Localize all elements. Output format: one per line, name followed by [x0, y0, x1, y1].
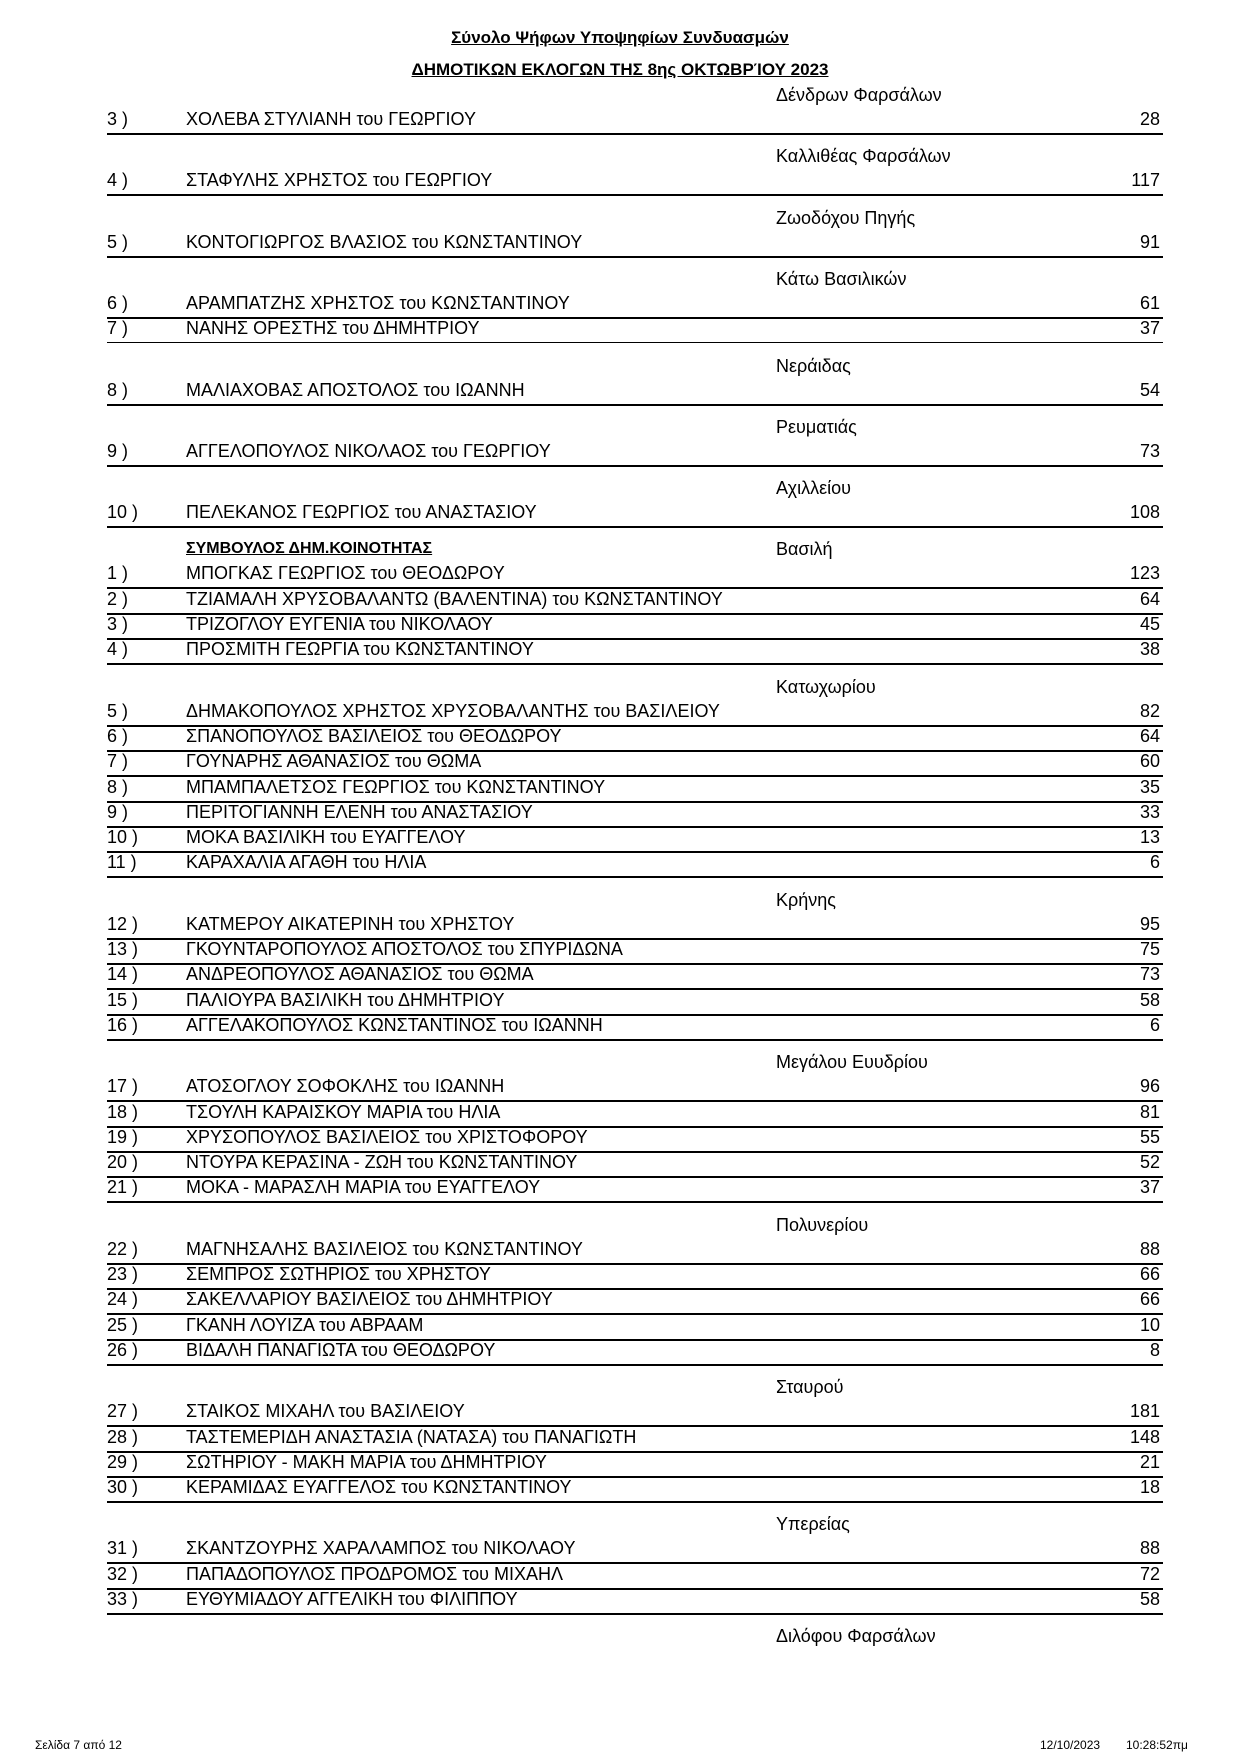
- candidate-row: [107, 108, 1163, 135]
- candidate-name: ΕΥΘΥΜΙΑΔΟΥ ΑΓΓΕΛΙΚΗ του ΦΙΛΙΠΠΟΥ: [186, 1589, 518, 1609]
- candidate-row: [107, 588, 1163, 615]
- candidate-number: 22 ): [107, 1238, 139, 1259]
- candidate-row: [107, 1288, 1163, 1315]
- candidate-votes: 64: [1139, 725, 1160, 746]
- section-heading: ΣΥΜΒΟΥΛΟΣ ΔΗΜ.ΚΟΙΝΟΤΗΤΑΣ: [186, 540, 433, 558]
- candidate-votes: 108: [1129, 502, 1160, 523]
- community-label: Νεράιδας: [776, 355, 851, 376]
- candidate-name: ΜΟΚΑ ΒΑΣΙΛΙΚΗ του ΕΥΑΓΓΕΛΟΥ: [186, 827, 466, 848]
- candidate-votes: 21: [1139, 1451, 1160, 1472]
- candidate-number: 2 ): [107, 588, 129, 609]
- candidate-number: 8 ): [107, 776, 129, 797]
- candidate-row: [107, 938, 1163, 965]
- community-label: Κρήνης: [776, 889, 836, 910]
- candidate-name: ΜΠΟΓΚΑΣ ΓΕΩΡΓΙΟΣ του ΘΕΟΔΩΡΟΥ: [186, 563, 505, 584]
- candidate-row: [107, 826, 1163, 853]
- candidate-row: [107, 1314, 1163, 1341]
- candidate-number: 9 ): [107, 440, 129, 461]
- candidate-votes: 45: [1139, 614, 1160, 634]
- community-label: Υπερείας: [776, 1514, 850, 1535]
- candidate-votes: 37: [1139, 1177, 1160, 1198]
- candidate-name: ΜΠΑΜΠΑΛΕΤΣΟΣ ΓΕΩΡΓΙΟΣ του ΚΩΝΣΤΑΝΤΙΝΟΥ: [186, 776, 606, 797]
- candidate-name: ΑΓΓΕΛΑΚΟΠΟΥΛΟΣ ΚΩΝΣΤΑΝΤΙΝΟΣ του ΙΩΑΝΝΗ: [186, 1014, 603, 1035]
- candidate-number: 27 ): [107, 1401, 139, 1422]
- community-label: Κατωχωρίου: [776, 676, 876, 697]
- candidate-name: ΜΑΛΙΑΧΟΒΑΣ ΑΠΟΣΤΟΛΟΣ του ΙΩΑΝΝΗ: [186, 379, 525, 400]
- candidate-name: ΣΑΚΕΛΛΑΡΙΟΥ ΒΑΣΙΛΕΙΟΣ του ΔΗΜΗΤΡΙΟΥ: [186, 1289, 553, 1310]
- candidate-row: [107, 1014, 1163, 1041]
- candidate-row: [107, 613, 1163, 640]
- candidate-name: ΣΠΑΝΟΠΟΥΛΟΣ ΒΑΣΙΛΕΙΟΣ του ΘΕΟΔΩΡΟΥ: [186, 725, 562, 746]
- candidate-number: 7 ): [107, 318, 129, 339]
- candidate-votes: 6: [1149, 1014, 1160, 1035]
- candidate-number: 17 ): [107, 1076, 139, 1097]
- candidate-votes: 6: [1149, 852, 1160, 873]
- candidate-row: [107, 1263, 1163, 1290]
- candidate-name: ΑΝΔΡΕΟΠΟΥΛΟΣ ΑΘΑΝΑΣΙΟΣ του ΘΩΜΑ: [186, 964, 534, 985]
- candidate-name: ΠΡΟΣΜΙΤΗ ΓΕΩΡΓΙΑ του ΚΩΝΣΤΑΝΤΙΝΟΥ: [186, 639, 534, 660]
- candidate-number: 30 ): [107, 1477, 139, 1498]
- print-date: 12/10/2023: [1040, 1738, 1101, 1752]
- candidate-number: 4 ): [107, 170, 129, 191]
- candidate-votes: 66: [1139, 1264, 1160, 1284]
- candidate-number: 15 ): [107, 989, 139, 1010]
- candidate-row: [107, 317, 1163, 343]
- candidate-row: [107, 801, 1163, 828]
- candidate-votes: 95: [1139, 913, 1160, 934]
- candidate-row: [107, 1426, 1163, 1453]
- candidate-name: ΔΗΜΑΚΟΠΟΥΛΟΣ ΧΡΗΣΤΟΣ ΧΡΥΣΟΒΑΛΑΝΤΗΣ του ΒΑΣΙΛΕΙΟΥ: [186, 700, 720, 721]
- candidate-row: [107, 1075, 1163, 1102]
- candidate-name: ΚΑΡΑΧΑΛΙΑ ΑΓΑΘΗ του ΗΛΙΑ: [186, 852, 427, 873]
- community-label: Βασιλή: [776, 539, 833, 560]
- candidate-name: ΓΚΑΝΗ ΛΟΥΙΖΑ του ΑΒΡΑΑΜ: [186, 1314, 424, 1335]
- candidate-row: [107, 169, 1163, 196]
- candidate-row: [107, 1588, 1163, 1615]
- community-label: Σταυρού: [776, 1377, 844, 1398]
- candidate-row: [107, 1451, 1163, 1478]
- candidate-votes: 38: [1139, 639, 1160, 660]
- candidate-votes: 55: [1139, 1126, 1160, 1147]
- candidate-number: 33 ): [107, 1589, 139, 1609]
- candidate-row: [107, 851, 1163, 878]
- candidate-row: [107, 1176, 1163, 1203]
- candidate-votes: 52: [1139, 1152, 1160, 1173]
- candidate-row: [107, 1339, 1163, 1366]
- candidate-name: ΝΑΝΗΣ ΟΡΕΣΤΗΣ του ΔΗΜΗΤΡΙΟΥ: [186, 318, 480, 339]
- candidate-votes: 35: [1139, 776, 1160, 797]
- candidate-name: ΠΕΛΕΚΑΝΟΣ ΓΕΩΡΓΙΟΣ του ΑΝΑΣΤΑΣΙΟΥ: [186, 502, 537, 523]
- candidate-name: ΚΕΡΑΜΙΔΑΣ ΕΥΑΓΓΕΛΟΣ του ΚΩΝΣΤΑΝΤΙΝΟΥ: [186, 1477, 572, 1498]
- candidate-row: [107, 1476, 1163, 1503]
- candidate-votes: 73: [1139, 964, 1160, 985]
- candidate-votes: 58: [1139, 989, 1160, 1010]
- candidate-name: ΣΩΤΗΡΙΟΥ - ΜΑΚΗ ΜΑΡΙΑ του ΔΗΜΗΤΡΙΟΥ: [186, 1451, 547, 1472]
- community-label: Ρευματιάς: [776, 416, 857, 437]
- candidate-votes: 73: [1139, 440, 1160, 461]
- candidate-row: [107, 913, 1163, 940]
- community-label: Κάτω Βασιλικών: [776, 268, 907, 289]
- candidate-number: 32 ): [107, 1563, 139, 1584]
- candidate-number: 10 ): [107, 502, 139, 523]
- candidate-votes: 13: [1139, 827, 1160, 848]
- candidate-votes: 37: [1139, 318, 1160, 339]
- candidate-name: ΣΕΜΠΡΟΣ ΣΩΤΗΡΙΟΣ του ΧΡΗΣΤΟΥ: [186, 1264, 491, 1284]
- candidate-name: ΚΟΝΤΟΓΙΩΡΓΟΣ ΒΛΑΣΙΟΣ του ΚΩΝΣΤΑΝΤΙΝΟΥ: [186, 231, 583, 252]
- candidate-votes: 88: [1139, 1538, 1160, 1559]
- candidate-name: ΠΑΛΙΟΥΡΑ ΒΑΣΙΛΙΚΗ του ΔΗΜΗΤΡΙΟΥ: [186, 989, 505, 1010]
- candidate-name: ΠΑΠΑΔΟΠΟΥΛΟΣ ΠΡΟΔΡΟΜΟΣ του ΜΙΧΑΗΛ: [186, 1563, 564, 1584]
- candidate-row: [107, 700, 1163, 727]
- candidate-name: ΤΑΣΤΕΜΕΡΙΔΗ ΑΝΑΣΤΑΣΙΑ (ΝΑΤΑΣΑ) του ΠΑΝΑΓΙΩΤΗ: [186, 1426, 637, 1447]
- candidate-row: [107, 750, 1163, 777]
- candidate-number: 13 ): [107, 939, 139, 959]
- candidate-votes: 181: [1129, 1401, 1160, 1422]
- candidate-number: 5 ): [107, 231, 129, 252]
- candidate-name: ΣΤΑΙΚΟΣ ΜΙΧΑΗΛ του ΒΑΣΙΛΕΙΟΥ: [186, 1401, 465, 1422]
- candidate-row: [107, 379, 1163, 406]
- candidate-name: ΤΣΟΥΛΗ ΚΑΡΑΙΣΚΟΥ ΜΑΡΙΑ του ΗΛΙΑ: [186, 1101, 501, 1122]
- candidate-number: 20 ): [107, 1152, 139, 1173]
- candidate-votes: 75: [1139, 939, 1160, 959]
- candidate-number: 7 ): [107, 751, 129, 772]
- candidate-number: 18 ): [107, 1101, 139, 1122]
- candidate-row: [107, 292, 1163, 319]
- candidate-row: [107, 1400, 1163, 1427]
- candidate-number: 1 ): [107, 563, 129, 584]
- candidate-votes: 28: [1139, 109, 1160, 129]
- candidate-votes: 91: [1139, 231, 1160, 252]
- candidate-number: 6 ): [107, 725, 129, 746]
- candidate-votes: 66: [1139, 1289, 1160, 1310]
- candidate-number: 3 ): [107, 109, 129, 129]
- candidate-votes: 33: [1139, 801, 1160, 822]
- candidate-votes: 117: [1131, 170, 1160, 191]
- candidate-row: [107, 1537, 1163, 1564]
- candidate-number: 6 ): [107, 292, 129, 313]
- candidate-votes: 8: [1149, 1339, 1160, 1360]
- candidate-row: [107, 989, 1163, 1016]
- document-title: Σύνολο Ψήφων Υποψηφίων Συνδυασμών: [451, 28, 789, 47]
- candidate-name: ΤΖΙΑΜΑΛΗ ΧΡΥΣΟΒΑΛΑΝΤΩ (ΒΑΛΕΝΤΙΝΑ) του ΚΩΝΣΤΑΝΤΙΝΟΥ: [186, 588, 723, 609]
- candidate-name: ΑΡΑΜΠΑΤΖΗΣ ΧΡΗΣΤΟΣ του ΚΩΝΣΤΑΝΤΙΝΟΥ: [186, 292, 570, 313]
- candidate-votes: 60: [1139, 751, 1160, 772]
- candidate-name: ΣΤΑΦΥΛΗΣ ΧΡΗΣΤΟΣ του ΓΕΩΡΓΙΟΥ: [186, 170, 493, 191]
- community-label: Καλλιθέας Φαρσάλων: [776, 146, 951, 167]
- candidate-row: [107, 638, 1163, 665]
- candidate-votes: 82: [1139, 700, 1160, 721]
- candidate-votes: 61: [1139, 292, 1160, 313]
- candidate-number: 9 ): [107, 801, 129, 822]
- candidate-name: ΤΡΙΖΟΓΛΟΥ ΕΥΓΕΝΙΑ του ΝΙΚΟΛΑΟΥ: [186, 614, 493, 634]
- candidate-row: [107, 776, 1163, 803]
- candidate-votes: 123: [1129, 563, 1160, 584]
- community-label: Ζωοδόχου Πηγής: [776, 207, 916, 228]
- candidate-number: 23 ): [107, 1264, 139, 1284]
- candidate-number: 28 ): [107, 1426, 139, 1447]
- candidate-number: 4 ): [107, 639, 129, 660]
- candidate-votes: 18: [1139, 1477, 1160, 1498]
- candidate-name: ΑΓΓΕΛΟΠΟΥΛΟΣ ΝΙΚΟΛΑΟΣ του ΓΕΩΡΓΙΟΥ: [186, 440, 551, 461]
- candidate-number: 10 ): [107, 827, 139, 848]
- candidate-number: 25 ): [107, 1314, 139, 1335]
- candidate-name: ΧΟΛΕΒΑ ΣΤΥΛΙΑΝΗ του ΓΕΩΡΓΙΟΥ: [186, 109, 476, 129]
- print-time: 10:28:52πμ: [1126, 1738, 1188, 1752]
- candidate-number: 19 ): [107, 1126, 139, 1147]
- candidate-number: 12 ): [107, 913, 139, 934]
- candidate-row: [107, 1238, 1163, 1265]
- candidate-votes: 96: [1139, 1076, 1160, 1097]
- candidate-number: 26 ): [107, 1339, 139, 1360]
- candidate-name: ΧΡΥΣΟΠΟΥΛΟΣ ΒΑΣΙΛΕΙΟΣ του ΧΡΙΣΤΟΦΟΡΟΥ: [186, 1126, 588, 1147]
- community-label: Αχιλλείου: [776, 478, 852, 499]
- candidate-row: [107, 1563, 1163, 1590]
- candidate-votes: 72: [1139, 1563, 1160, 1584]
- candidate-number: 11 ): [107, 852, 137, 873]
- candidate-number: 16 ): [107, 1014, 139, 1035]
- community-label: Δένδρων Φαρσάλων: [776, 85, 942, 105]
- candidate-row: [107, 725, 1163, 752]
- candidate-votes: 88: [1139, 1238, 1160, 1259]
- candidate-row: [107, 501, 1163, 528]
- page-number: Σελίδα 7 από 12: [35, 1738, 122, 1752]
- candidate-number: 3 ): [107, 614, 129, 634]
- candidate-number: 31 ): [107, 1538, 139, 1559]
- candidate-name: ΑΤΟΣΟΓΛΟΥ ΣΟΦΟΚΛΗΣ του ΙΩΑΝΝΗ: [186, 1076, 505, 1097]
- candidate-name: ΓΚΟΥΝΤΑΡΟΠΟΥΛΟΣ ΑΠΟΣΤΟΛΟΣ του ΣΠΥΡΙΔΩΝΑ: [186, 939, 623, 959]
- candidate-name: ΜΟΚΑ - ΜΑΡΑΣΛΗ ΜΑΡΙΑ του ΕΥΑΓΓΕΛΟΥ: [186, 1177, 541, 1198]
- document-subtitle: ΔΗΜΟΤΙΚΩΝ ΕΚΛΟΓΩΝ ΤΗΣ 8ης ΟΚΤΩΒΡΊΟΥ 2023: [411, 60, 829, 79]
- candidate-number: 5 ): [107, 700, 129, 721]
- candidate-votes: 148: [1129, 1426, 1160, 1447]
- candidate-row: [107, 1101, 1163, 1128]
- candidate-name: ΓΟΥΝΑΡΗΣ ΑΘΑΝΑΣΙΟΣ του ΘΩΜΑ: [186, 751, 482, 772]
- candidate-row: [107, 231, 1163, 258]
- community-label: Μεγάλου Ευυδρίου: [776, 1052, 928, 1073]
- candidate-name: ΝΤΟΥΡΑ ΚΕΡΑΣΙΝΑ - ΖΩΗ του ΚΩΝΣΤΑΝΤΙΝΟΥ: [186, 1152, 578, 1173]
- community-label: Πολυνερίου: [776, 1214, 869, 1235]
- candidate-votes: 10: [1139, 1314, 1160, 1335]
- candidate-votes: 81: [1139, 1101, 1160, 1122]
- candidate-number: 24 ): [107, 1289, 139, 1310]
- candidate-row: [107, 1126, 1163, 1153]
- candidate-number: 14 ): [107, 964, 139, 985]
- candidate-name: ΣΚΑΝΤΖΟΥΡΗΣ ΧΑΡΑΛΑΜΠΟΣ του ΝΙΚΟΛΑΟΥ: [186, 1538, 576, 1559]
- candidate-row: [107, 562, 1163, 589]
- candidate-number: 8 ): [107, 379, 129, 400]
- candidate-name: ΚΑΤΜΕΡΟΥ ΑΙΚΑΤΕΡΙΝΗ του ΧΡΗΣΤΟΥ: [186, 913, 515, 934]
- candidate-row: [107, 963, 1163, 990]
- candidate-row: [107, 440, 1163, 467]
- candidate-votes: 64: [1139, 588, 1160, 609]
- candidate-name: ΠΕΡΙΤΟΓΙΑΝΝΗ ΕΛΕΝΗ του ΑΝΑΣΤΑΣΙΟΥ: [186, 801, 533, 822]
- candidate-votes: 54: [1139, 379, 1160, 400]
- community-label: Διλόφου Φαρσάλων: [776, 1626, 936, 1647]
- candidate-name: ΒΙΔΑΛΗ ΠΑΝΑΓΙΩΤΑ του ΘΕΟΔΩΡΟΥ: [186, 1339, 496, 1360]
- candidate-votes: 58: [1139, 1589, 1160, 1609]
- candidate-row: [107, 1151, 1163, 1178]
- candidate-number: 21 ): [107, 1177, 139, 1198]
- candidate-number: 29 ): [107, 1451, 139, 1472]
- candidate-name: ΜΑΓΝΗΣΑΛΗΣ ΒΑΣΙΛΕΙΟΣ του ΚΩΝΣΤΑΝΤΙΝΟΥ: [186, 1238, 583, 1259]
